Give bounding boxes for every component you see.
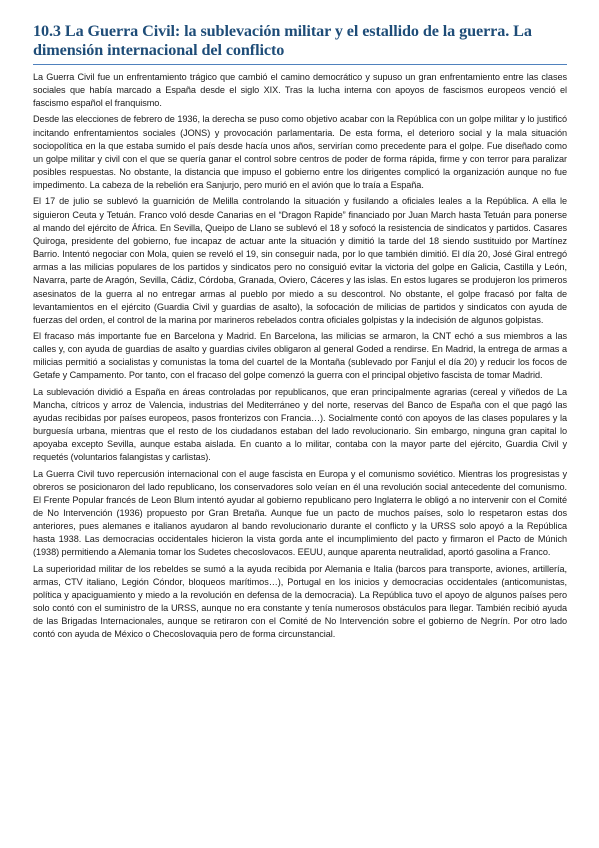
paragraph-failure: El fracaso más importante fue en Barcelona y Madrid. En Barcelona, las milicias se armaron, la CNT echó a sus miembros a las calles y, con ayuda de guardias de asalto y guardias civiles obligaron al general Goded a rendirse. En Madrid, la entrega de armas a milicias permitió a socialistas y comunistas la toma del cuartel de la Montaña (sublevado por Fanjul el día 20) y reducir los focos de Getafe y Campamento. Por tanto, con el fracaso del golpe comenzó la guerra con el principal objetivo fascista de tomar Madrid. [33,330,567,381]
paragraph-international: La Guerra Civil tuvo repercusión internacional con el auge fascista en Europa y el comunismo soviético. Mientras los progresistas y obreros se posicionaron del lado republicano, los conservadores solo veían en él una revolución social antecedente del comunismo. El Frente Popular francés de Leon Blum intentó ayudar al gobierno republicano pero Inglaterra le obligó a no intervenir con el Comité de No Intervención (1936) propuesto por Gran Bretaña. Aunque fue un pacto de muchos países, solo lo respetaron estas dos anteriores, pues alemanes e italianos ayudaron al bando revolucionario durante el conflicto y la URSS solo apoyó a la República hasta 1938. Las democracias occidentales hicieron la vista gorda ante el incumplimiento del pacto y firmaron el Pacto de Múnich (1938) permitiendo a Alemania tomar los Sudetes checoslovacos. EEUU, aunque aparenta neutralidad, aportó gasolina a Franco. [33,468,567,558]
paragraph-superiority: La superioridad militar de los rebeldes se sumó a la ayuda recibida por Alemania e Italia (barcos para transporte, aviones, artillería, armas, CTV italiano, Legión Cóndor, bloqueos marítimos…), Portugal en los inicios y democracias occidentales (anticomunistas, política y apaciguamiento y miedo a la revolución en defensa de la democracia). La República tuvo el apoyo de algunos países pero solo contó con el suministro de la URSS, aunque no era constante y tenía numerosos obstáculos para llegar. También recibió ayuda de las Brigadas Internacionales, aunque se retiraron con el Comité de No Intervención sobre el gobierno de Negrín. Por otro lado contó con ayuda de México o Checoslovaquia pero de forma circunstancial. [33,563,567,640]
paragraph-division: La sublevación dividió a España en áreas controladas por republicanos, que eran principalmente agrarias (cereal y viñedos de La Mancha, cítricos y arroz de Valencia, industrias del Mediterráneo y del norte, reservas del Banco de España con el que pagó las ayudas recibidas por países europeos, pasos fronterizos con Francia…). Socialmente contó con apoyos de las clases populares y la burguesía urbana, mientras que el resto de los ciudadanos estaban del lado revolucionario. Sin embargo, ninguna gran capital lo apoyaba excepto Sevilla, aunque estaba aislada. En cuanto a lo militar, contaba con la mayor parte del ejército, Guardia Civil y requetés (voluntarios falangistas y carlistas). [33,386,567,463]
paragraph-intro: La Guerra Civil fue un enfrentamiento trágico que cambió el camino democrático y supuso un gran enfrentamiento entre las clases sociales que había marcado a España desde el siglo XIX. Tras la lucha interna con apoyos de fascismos europeos venció el fascismo español el franquismo. [33,72,567,109]
document-page [33,22,567,645]
page-title: 10.3 La Guerra Civil: la sublevación militar y el estallido de la guerra. La dimensión internacional del conflicto [33,22,567,65]
paragraph-elections: Desde las elecciones de febrero de 1936, la derecha se puso como objetivo acabar con la República con un golpe militar y lo justificó incitando enfrentamientos sociales (JONS) y provocación parlamentaria. De esta forma, el deterioro social y la mala situación sociopolítica en la que estaba sumido el país desde hacía unos años, servirían como precedente para el golpe. Fue diseñado como un golpe militar y civil con el que se quería ganar el control sobre centros de poder de forma rápida, firme y con terror para paralizar posibles respuestas. No obstante, la distancia que impuso el gobierno entre los dirigentes complicó la organización aunque no fue impedimento. La cabeza de la rebelión era Sanjurjo, pero murió en el avión que lo traía a España. [33,114,567,191]
document-body [33,71,567,642]
paragraph-uprising: El 17 de julio se sublevó la guarnición de Melilla controlando la situación y fusilando a oficiales leales a la República. A ella le siguieron Ceuta y Tetuán. Franco voló desde Canarias en el “Dragon Rapide” financiado por Juan March hasta Tetuán para ponerse al mando del ejército de África. En Sevilla, Queipo de Llano se sublevó el 18 y sofocó la resistencia de sindicatos y partidos. Casares Quiroga, presidente del gobierno, fue incapaz de actuar ante la situación y dimitió la tarde del 18 siendo sustituido por Martínez Barrio. Intentó negociar con Mola, quien se reveló el 19, sin conseguir nada, por lo que también dimitió. El día 20, José Giral entregó armas a las milicias populares de los partidos y sindicatos pero no consiguió evitar la victoria del golpe en Galicia, Castilla y León, Navarra, parte de Aragón, Sevilla, Cádiz, Córdoba, Granada, Oviero, Cáceres y las islas. En estos lugares se produjeron los primeros asesinatos de la guerra al no entregar armas al pueblo por miedo a su descontrol. No obstante, el golpe fracasó por falta de levantamientos en el ejército (Guardia Civil y guardias de asalto), la sofocación de milicias de partidos y sindicatos con ayuda de fuerzas del orden, el control de la marina por marineros rebelados contra oficiales golpistas y la indecisión de algunos golpistas. [33,196,567,325]
